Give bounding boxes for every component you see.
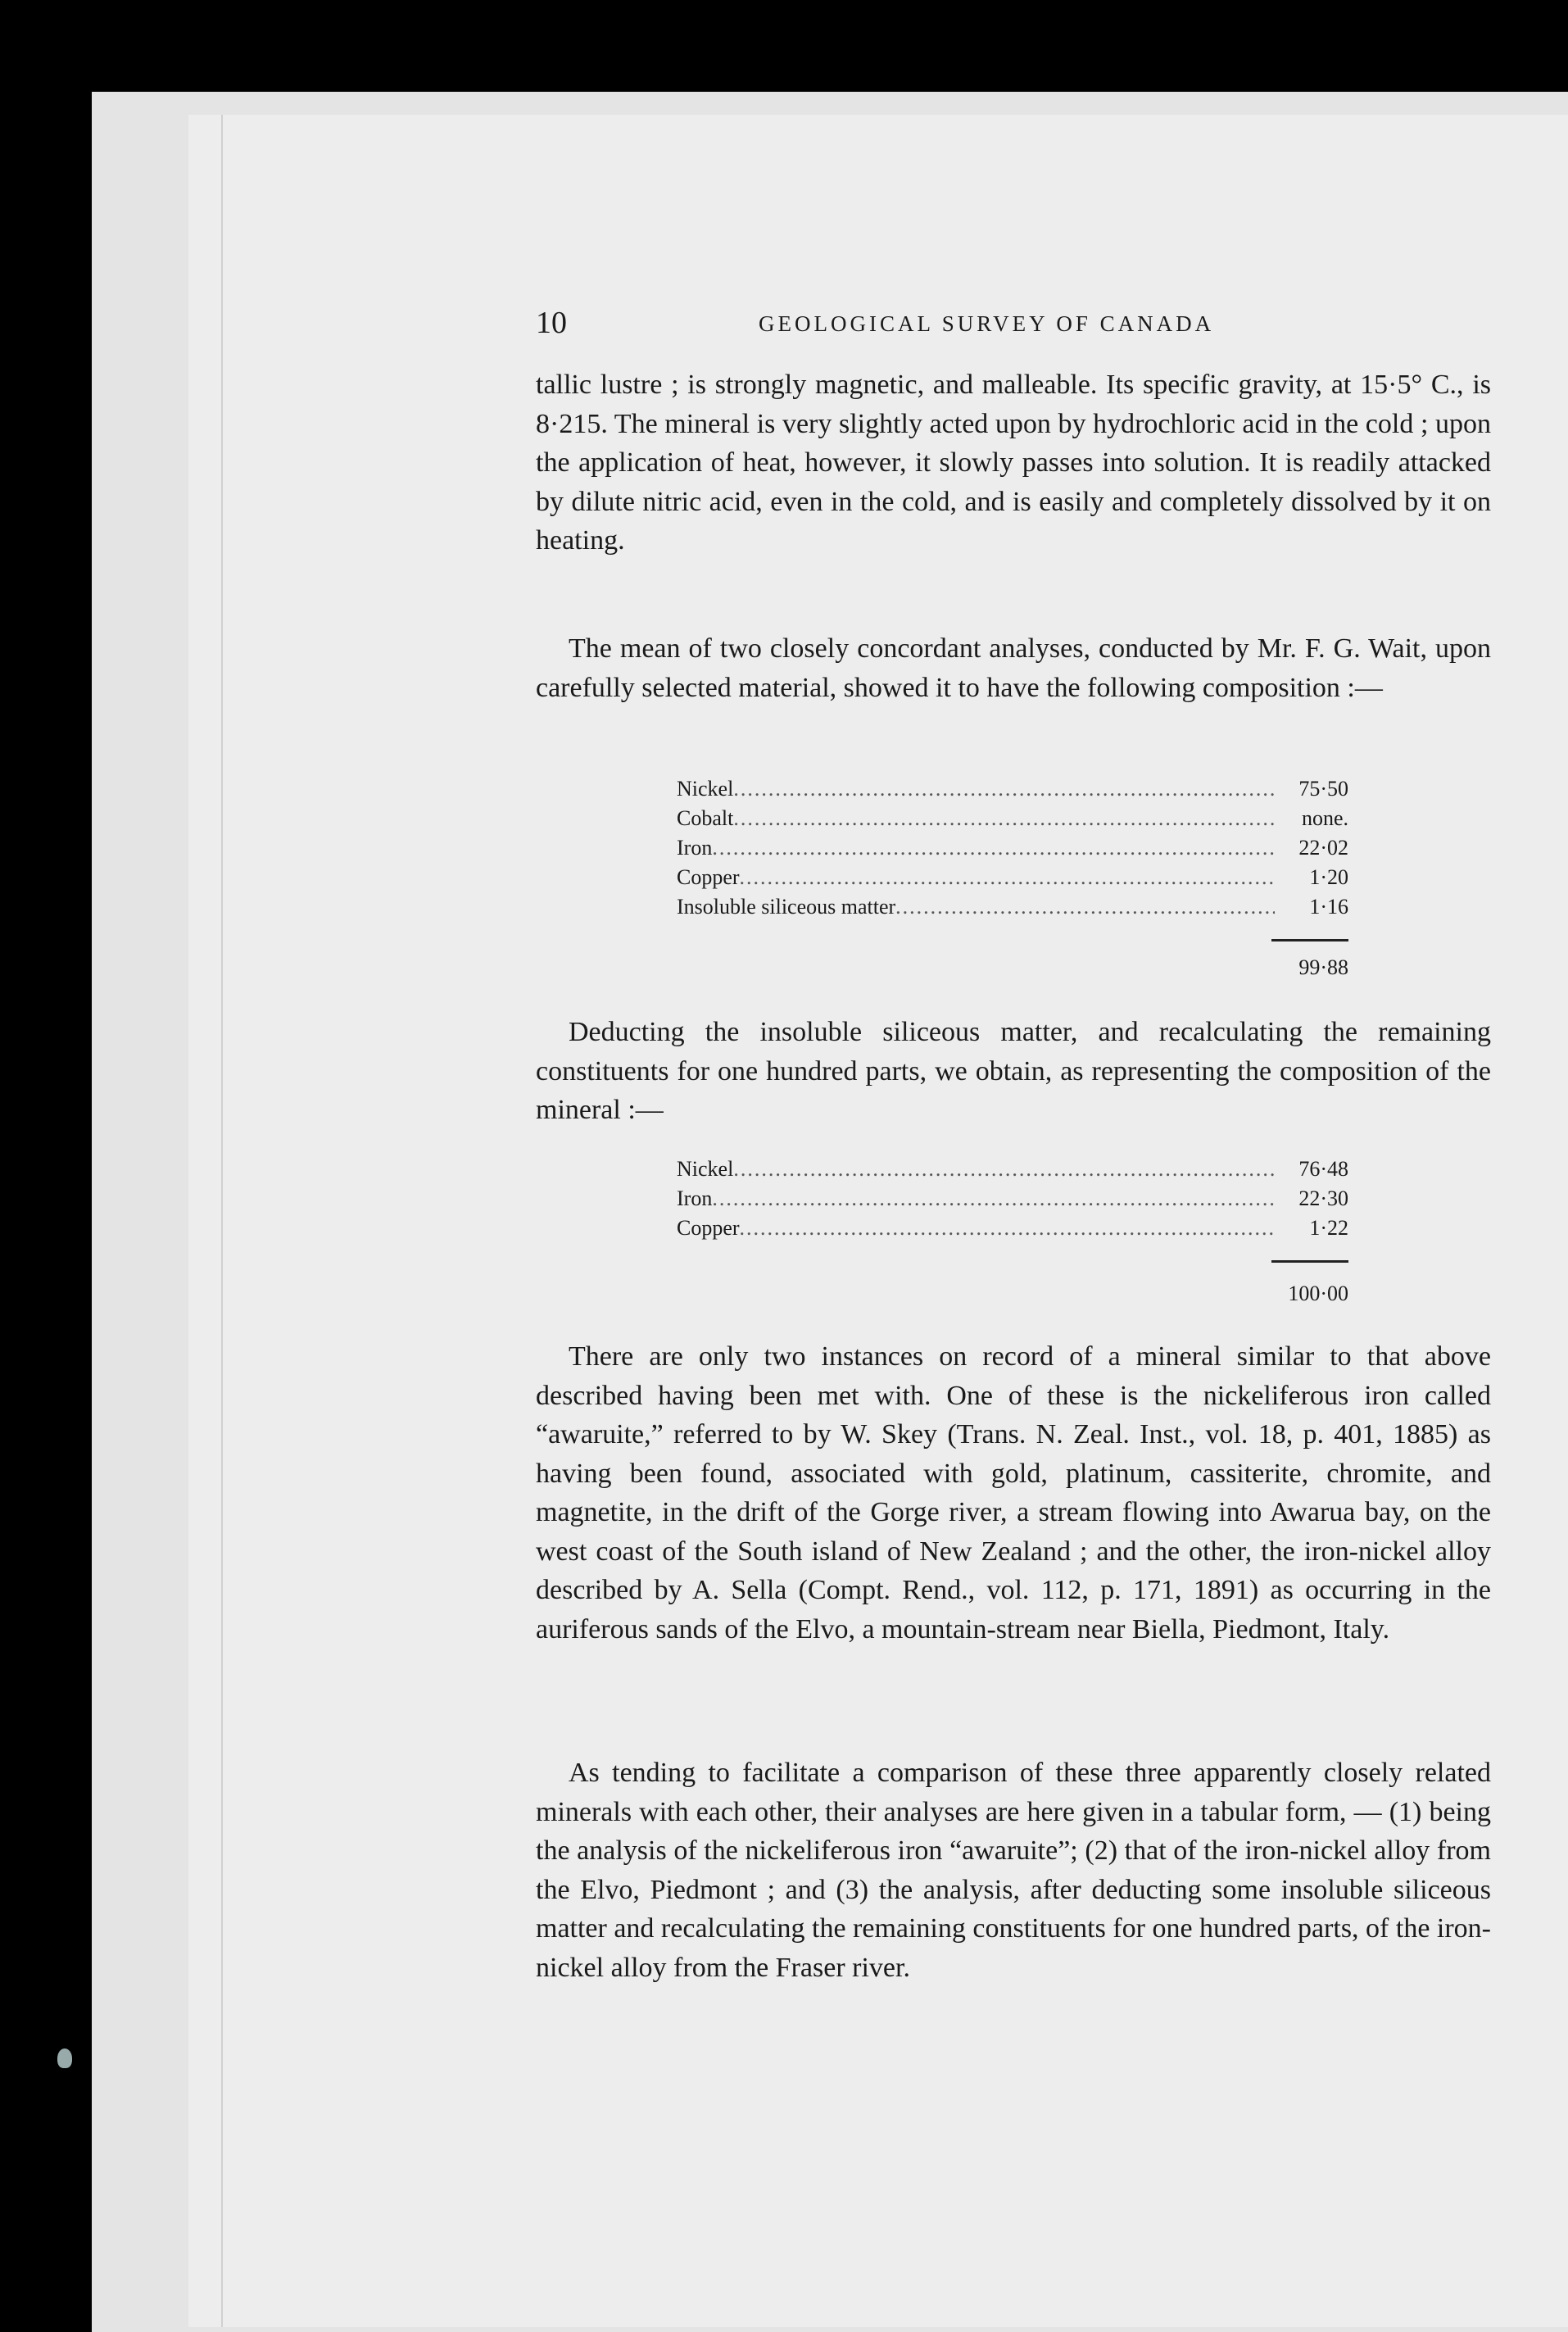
paragraph: The mean of two closely concordant analyses, conducted by Mr. F. G. Wait, upon carefully selected material, showed it to have the following composition :— [536, 633, 1491, 703]
page-edge [221, 115, 223, 2327]
row-label: Iron [677, 1186, 713, 1210]
row-label: Nickel [677, 1157, 734, 1181]
table-total: 99·88 [1298, 955, 1348, 979]
table-row [677, 806, 1348, 836]
table-row [677, 865, 1348, 895]
row-label: Iron [677, 836, 713, 860]
composition-table [677, 777, 1348, 924]
row-label: Insoluble siliceous matter [677, 895, 896, 919]
row-value: 1·22 [1309, 1216, 1348, 1240]
row-label: Copper [677, 865, 740, 889]
row-label: Copper [677, 1216, 740, 1240]
paragraph: tallic lustre ; is strongly magnetic, and malleable. Its specific gravity, at 15·5° C., is 8·215. The mineral is very slightly acted upon by hydrochloric acid in the cold ; upon the application of heat, however, it slowly passes into solution. It is readily attacked by dilute nitric acid, even in the cold, and is easily and completely dissolved by it on heating. [536, 370, 1491, 556]
table-total: 100·00 [1288, 1282, 1348, 1305]
table-row [677, 836, 1348, 865]
table-row [677, 777, 1348, 806]
paragraph-4-block [536, 1337, 1491, 1649]
table-row [677, 1216, 1348, 1245]
paragraph-1-block [536, 365, 1491, 560]
row-value: 22·30 [1298, 1186, 1348, 1210]
paragraph: As tending to facilitate a comparison of these three apparently closely related minerals with each other, their analyses are here given in a tabular form, — (1) being the analysis of the nickeliferous iron “awaruite”; (2) that of the iron-nickel alloy from the Elvo, Piedmont ; and (3) the analysis, after deducting some insoluble siliceous matter and recalculating the remaining constituents for one hundred parts, of the iron-nickel alloy from the Fraser river. [536, 1758, 1491, 1983]
sum-rule [1271, 939, 1348, 941]
paragraph-2-block [536, 629, 1491, 707]
row-label: Nickel [677, 777, 734, 801]
table-row [677, 1186, 1348, 1216]
row-value: 22·02 [1298, 836, 1348, 860]
paragraph: Deducting the insoluble siliceous matter, and recalculating the remaining constituents for one hundred parts, we obtain, as representing the composition of the mineral :— [536, 1017, 1491, 1125]
table-row [677, 895, 1348, 924]
page-header [536, 305, 1519, 338]
paragraph-3-block [536, 1013, 1491, 1130]
sum-rule [1271, 1260, 1348, 1263]
running-head: GEOLOGICAL SURVEY OF CANADA [759, 311, 1215, 336]
stain-mark [57, 2048, 72, 2068]
row-value: 75·50 [1298, 777, 1348, 801]
row-value: 76·48 [1298, 1157, 1348, 1181]
row-label: Cobalt [677, 806, 734, 830]
recalculated-table [677, 1157, 1348, 1245]
table-row [677, 1157, 1348, 1186]
row-value: none. [1301, 806, 1348, 830]
page-number: 10 [536, 306, 567, 340]
row-value: 1·20 [1309, 865, 1348, 889]
row-value: 1·16 [1309, 895, 1348, 919]
paragraph-5-block [536, 1754, 1491, 1987]
paragraph: There are only two instances on record of a mineral similar to that above described having been met with. One of these is the nickeliferous iron called “awaruite,” referred to by W. Skey (Trans. N. Zeal. Inst., vol. 18, p. 401, 1885) as having been found, associated with gold, platinum, cassiterite, chromite, and magnetite, in the drift of the Gorge river, a stream flowing into Awarua bay, on the west coast of the South island of New Zealand ; and the other, the iron-nickel alloy described by A. Sella (Compt. Rend., vol. 112, p. 171, 1891) as occurring in the auriferous sands of the Elvo, a mountain-stream near Biella, Piedmont, Italy. [536, 1341, 1491, 1645]
